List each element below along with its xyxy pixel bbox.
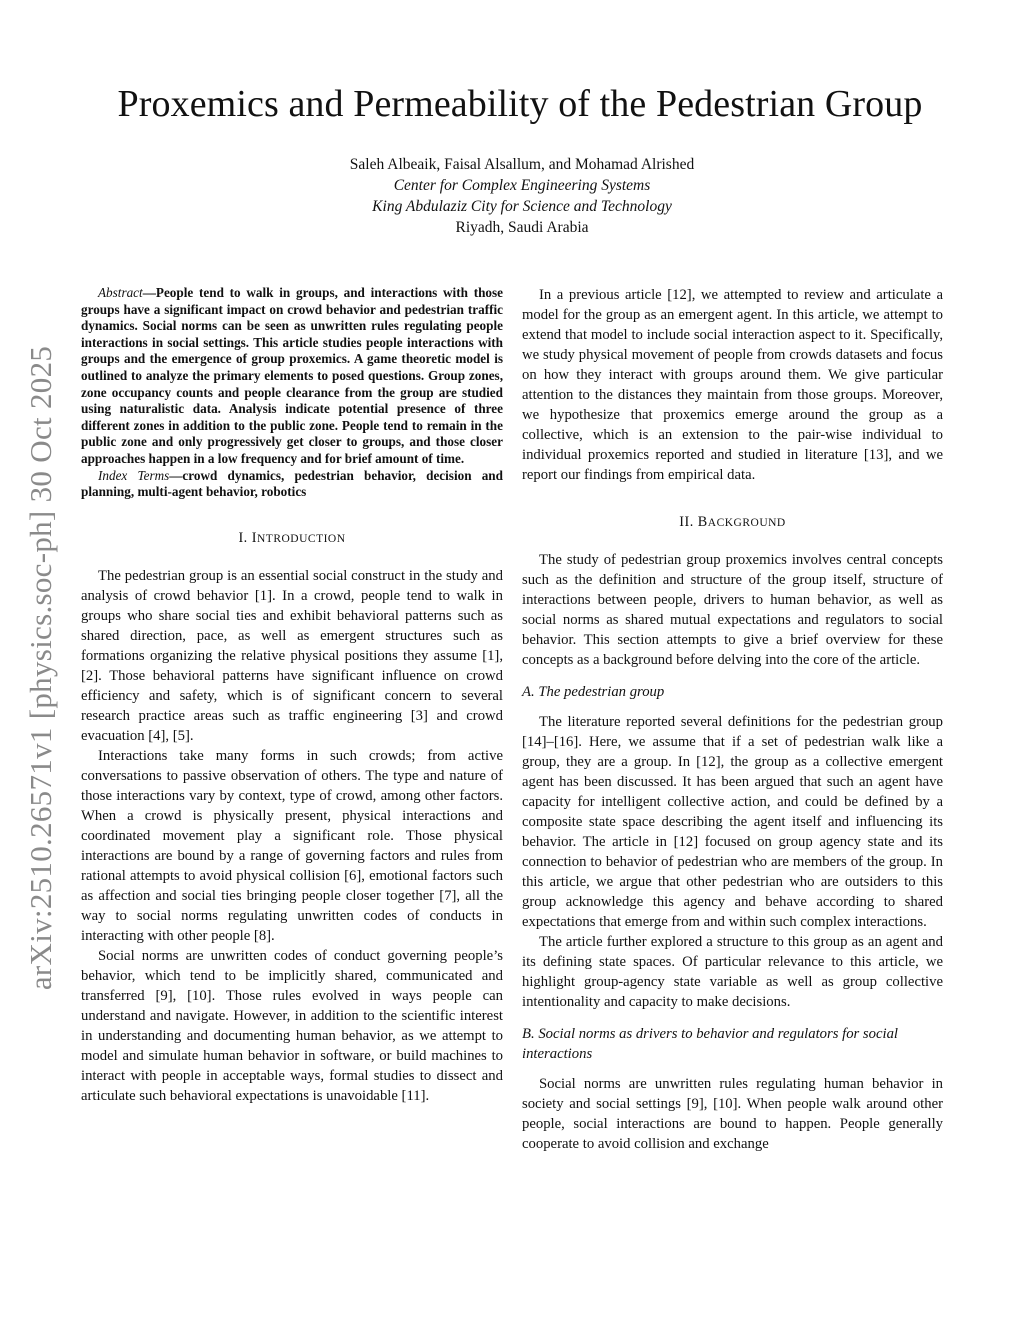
- abstract-label: Abstract: [98, 285, 143, 300]
- author-block: [0, 154, 1024, 238]
- affiliation-center: Center for Complex Engineering Systems: [393, 177, 651, 194]
- index-terms-body: —crowd dynamics, pedestrian behavior, decision and planning, multi-agent behavior, robotics: [81, 467, 503, 500]
- intro-paragraph: The pedestrian group is an essential social construct in the study and analysis of crowd behavior [1]. In a crowd, people tend to walk in groups who share social ties and exhibit behavioral patterns such as shared direction, pace, as well as emergent structures such as formations organizing the relative physical positions they assume [1], [2]. Those behavioral patterns have significant influence on crowd efficiency and safety, which is of significant concern to several research practice areas such as traffic engineering [3] and crowd evacuation [4], [5].: [81, 567, 503, 744]
- section-title-rest: ACKGROUND: [707, 517, 786, 529]
- abstract: [81, 285, 503, 468]
- section-title-rest: NTRODUCTION: [256, 532, 346, 545]
- section-heading-background: [522, 512, 943, 533]
- left-column: [81, 285, 503, 1106]
- section-numeral: II. B: [679, 514, 708, 530]
- subsection-heading-pedestrian-group: A. The pedestrian group: [522, 684, 665, 700]
- author-names: Saleh Albeaik, Faisal Alsallum, and Mohamad Alrished: [349, 156, 695, 173]
- intro-paragraph: Interactions take many forms in such crowds; from active conversations to passive observation of others. The type and nature of those interactions vary by context, type of crowd, among other factors. When a crowd is physically present, physical interactions and coordinated movement play a significant role. Those physical interactions are bound by a range of governing factors and rules from rational attempts to avoid physical collision [6], emotional factors such as affection and social ties bringing people closer together [7], all the way to social norms regulating unwritten codes of conducts in interacting with other people [8].: [81, 747, 503, 944]
- intro-paragraph: In a previous article [12], we attempted to review and articulate a model for the group as an emergent agent. In this article, we attempt to extend that model to include social interaction aspect to it. Specifically, we study physical movement of people from crowds datasets and focus on how they interact with groups around them. We give particular attention to the distances they maintain from those groups. Moreover, we hypothesize that proxemics emerge around the group as a collective, which is an extension to the pair-wise individual to individual proxemics reported and studied in literature [13], and we report our findings from empirical data.: [522, 287, 943, 483]
- index-terms-label: Index Terms: [98, 467, 170, 483]
- arxiv-identifier: arXiv:2510.26571v1 [physics.soc-ph] 30 Oct 2025: [23, 345, 58, 991]
- section-numeral: I. I: [238, 529, 257, 546]
- paper-title: Proxemics and Permeability of the Pedestrian Group: [117, 83, 923, 125]
- subsection-heading-social-norms: B. Social norms as drivers to behavior and regulators for social interactions: [522, 1026, 899, 1062]
- intro-paragraph: Social norms are unwritten codes of conduct governing people’s behavior, which tend to be implicitly shared, communicated and transferred [9], [10]. Those rules evolved in ways people can understand and navigate. However, in addition to the scientific interest in understanding and documenting human behavior, as we attempt to model and simulate human behavior in software, or build machines to interact with people in acceptable ways, formal studies to dissect and articulate such behavioral expectations is unavoidable [11].: [81, 947, 503, 1104]
- abstract-body: —People tend to walk in groups, and interactions with those groups have a significant impact on crowd behavior and pedestrian traffic dynamics. Social norms can be seen as unwritten rules regulating people interactions in social settings. This article studies people interactions with groups and the emergence of group proxemics. A game theoretic model is outlined to analyze the primary elements to posed questions. Group zones, zone occupancy counts and people clearance from the group are studied using naturalistic data. Analysis indicate potential presence of three different zones in addition to the public zone. People tend to remain in the public zone and only progressively get closer to groups, and those closer approaches happen in a low frequency and for brief amount of time.: [81, 285, 503, 466]
- author-location: Riyadh, Saudi Arabia: [455, 219, 589, 236]
- subsection-paragraph: The literature reported several definitions for the pedestrian group [14]–[16]. Here, we assume that if a set of pedestrian walk like a group, they are a group. In [12], the group as a collective emergent agent has been discussed. It has been argued that such an agent have capacity for intelligent collective action, and could be defined by a composite state space describing the agent itself and influencing its behavior. The article in [12] focused on group agency state and its connection to behavior of pedestrian who are members of the group. In this article, we argue that other pedestrian who are outsiders to this group acknowledge this agency and behave according to shared expectations that emerge from and within such complex interactions.: [522, 714, 943, 930]
- affiliation-institution: King Abdulaziz City for Science and Technology: [372, 198, 672, 215]
- right-column: [522, 285, 943, 1154]
- subsection-paragraph: Social norms are unwritten rules regulating human behavior in society and social settings [9], [10]. When people walk around other people, social interactions are bound to happen. People generally cooperate to avoid collision and exchange: [522, 1076, 943, 1152]
- background-paragraph: The study of pedestrian group proxemics involves central concepts such as the definition and structure of the group itself, structure of interactions between people, drivers to human behavior, as well as social norms as shared mutual expectations and regulators to social behavior. This section attempts to give a brief overview for these concepts as a background before delving into the core of the article.: [522, 552, 943, 668]
- subsection-paragraph: The article further explored a structure to this group as an agent and its defining state spaces. Of particular relevance to this article, we highlight group-agency state variable as well as group collective intentionality and capacity to make decisions.: [522, 934, 943, 1010]
- index-terms: [81, 468, 503, 501]
- section-heading-introduction: [81, 528, 503, 549]
